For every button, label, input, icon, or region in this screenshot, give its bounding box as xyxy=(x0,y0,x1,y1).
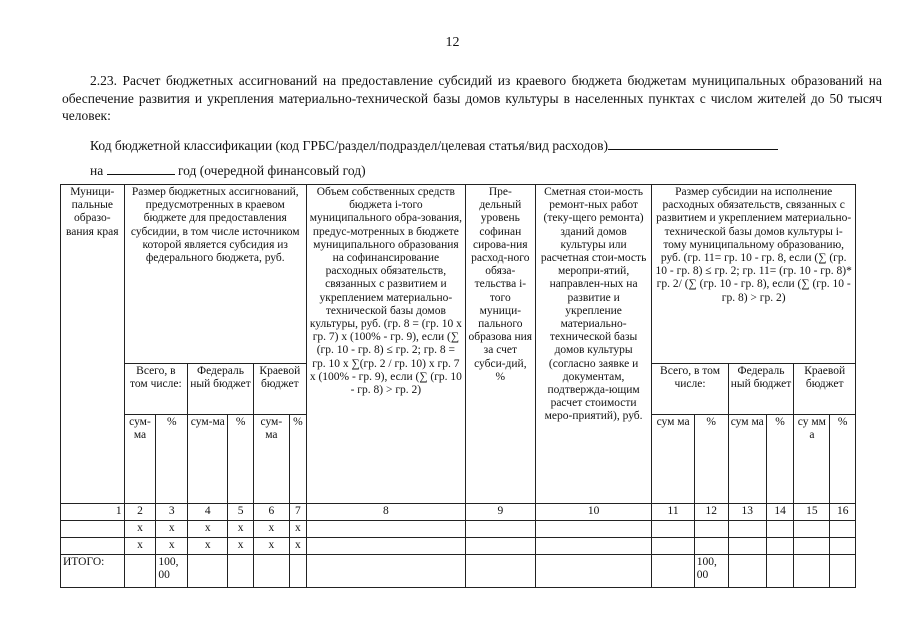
kbk-blank-field[interactable] xyxy=(608,137,778,150)
column-number: 15 xyxy=(794,504,830,521)
data-cell[interactable] xyxy=(306,555,465,588)
data-cell[interactable] xyxy=(465,538,535,555)
year-line xyxy=(90,162,366,179)
header-federal: Федераль ный бюджет xyxy=(188,364,254,415)
column-number: 11 xyxy=(652,504,694,521)
header-regional: Краевой бюджет xyxy=(253,364,306,415)
data-cell[interactable] xyxy=(535,538,652,555)
subheader-pct: % xyxy=(156,415,188,504)
data-cell[interactable] xyxy=(465,521,535,538)
x-mark: х xyxy=(228,538,253,555)
column-number: 10 xyxy=(535,504,652,521)
header-subsidy-size: Размер субсидии на исполнение расходных обязательств, связанных с развитием и укреплением материально-технической базы домов культуры i-тому муниципальному образованию, руб. (гр. 11= гр. 10 - гр. 8, если (∑ (гр. 10 - гр. 8) ≤ гр. 2; гр. 11= (гр. 10 - гр. 8)* гр. 2/ (∑ (гр. 10 - гр. 8), если (∑ (гр. 10 - гр. 8) > гр. 2) xyxy=(652,185,856,364)
data-cell[interactable] xyxy=(306,538,465,555)
header-total-incl: Всего, в том числе: xyxy=(124,364,188,415)
header-estimated-cost: Сметная стои-мость ремонт-ных работ (теку-щего ремонта) зданий домов культуры или расчетная стои-мость меропри-ятий, направлен-ных на развитие и укрепление материально-технической базы домов культуры (согласно заявке и документам, подтвержда-ющим расчет стоимости меро-приятий), руб. xyxy=(535,185,652,504)
data-cell[interactable] xyxy=(535,521,652,538)
subheader-sum: сум-ма xyxy=(188,415,228,504)
total-pct-col3: 100, 00 xyxy=(156,555,188,588)
x-mark: х xyxy=(289,538,306,555)
x-mark: х xyxy=(253,538,289,555)
data-cell[interactable] xyxy=(728,555,766,588)
subheader-sum: сум-ма xyxy=(253,415,289,504)
data-cell[interactable] xyxy=(535,555,652,588)
data-cell[interactable] xyxy=(652,538,694,555)
subheader-pct: % xyxy=(694,415,728,504)
column-number: 13 xyxy=(728,504,766,521)
data-cell[interactable] xyxy=(652,521,694,538)
subheader-sum: су мм а xyxy=(794,415,830,504)
kbk-line xyxy=(90,137,778,154)
column-number: 3 xyxy=(156,504,188,521)
data-cell[interactable] xyxy=(694,521,728,538)
column-number: 16 xyxy=(830,504,856,521)
data-cell[interactable] xyxy=(61,538,125,555)
table-row xyxy=(61,538,856,555)
subheader-pct: % xyxy=(228,415,253,504)
year-suffix: год (очередной финансовый год) xyxy=(177,163,366,178)
column-number: 6 xyxy=(253,504,289,521)
kbk-label: Код бюджетной классификации (код ГРБС/раздел/подраздел/целевая статья/вид расходов) xyxy=(90,138,608,153)
data-cell[interactable] xyxy=(188,555,228,588)
subheader-sum: сум ма xyxy=(728,415,766,504)
x-mark: х xyxy=(253,521,289,538)
data-cell[interactable] xyxy=(652,555,694,588)
x-mark: х xyxy=(188,538,228,555)
total-pct-col12: 100, 00 xyxy=(694,555,728,588)
data-cell[interactable] xyxy=(794,555,830,588)
subheader-sum: сум ма xyxy=(652,415,694,504)
header-regional-2: Краевой бюджет xyxy=(794,364,856,415)
x-mark: х xyxy=(188,521,228,538)
header-own-funds: Объем собственных средств бюджета i-того муниципального обра-зования, предус-мотренных в бюджете муниципального образования на софинансирование расходных обязательств, связанных с развитием и укреплением материально-технической базы домов культуры, руб. (гр. 8 = (гр. 10 х гр. 7) х (100% - гр. 9), если (∑ (гр. 10 - гр. 8) ≤ гр. 2; гр. 8 = гр. 10 х ∑(гр. 2 / гр. 10) х гр. 7 х (100% - гр. 9), если (∑ (гр. 10 - гр. 8) > гр. 2) xyxy=(306,185,465,504)
x-mark: х xyxy=(156,538,188,555)
column-number: 12 xyxy=(694,504,728,521)
header-cofinancing-level: Пре-дельный уровень софинан сирова-ния расход-ного обяза-тельства i-того муници-пального образова ния за счет субси-дий, % xyxy=(465,185,535,504)
table-row xyxy=(61,521,856,538)
column-number: 2 xyxy=(124,504,156,521)
subheader-pct: % xyxy=(766,415,794,504)
header-total-incl-2: Всего, в том числе: xyxy=(652,364,728,415)
subheader-pct: % xyxy=(289,415,306,504)
total-row xyxy=(61,555,856,588)
data-cell[interactable] xyxy=(830,521,856,538)
data-cell[interactable] xyxy=(766,538,794,555)
total-label: ИТОГО: xyxy=(61,555,125,588)
data-cell[interactable] xyxy=(289,555,306,588)
x-mark: х xyxy=(124,521,156,538)
header-federal-2: Федераль ный бюджет xyxy=(728,364,794,415)
column-number: 4 xyxy=(188,504,228,521)
header-municipalities: Муници-пальные образо-вания края xyxy=(61,185,125,504)
data-cell[interactable] xyxy=(766,555,794,588)
data-cell[interactable] xyxy=(306,521,465,538)
column-number: 5 xyxy=(228,504,253,521)
data-cell[interactable] xyxy=(794,521,830,538)
data-cell[interactable] xyxy=(124,555,156,588)
subheader-sum: сум-ма xyxy=(124,415,156,504)
data-cell[interactable] xyxy=(830,555,856,588)
header-budget-allocations: Размер бюджетных ассигнований, предусмотренных в краевом бюджете для предоставления субсидии, в том числе источником которой является субсидия из федерального бюджета, руб. xyxy=(124,185,306,364)
data-cell[interactable] xyxy=(61,521,125,538)
column-number: 14 xyxy=(766,504,794,521)
column-number: 8 xyxy=(306,504,465,521)
section-paragraph: 2.23. Расчет бюджетных ассигнований на предоставление субсидий из краевого бюджета бюджетам муниципальных образований на обеспечение развития и укрепления материально-технической базы домов культуры в населенных пунктах с числом жителей до 50 тысяч человек: xyxy=(62,73,882,123)
data-cell[interactable] xyxy=(465,555,535,588)
data-cell[interactable] xyxy=(794,538,830,555)
page-number: 12 xyxy=(445,35,460,50)
column-number: 7 xyxy=(289,504,306,521)
x-mark: х xyxy=(156,521,188,538)
allocation-table xyxy=(60,184,856,588)
subheader-pct: % xyxy=(830,415,856,504)
x-mark: х xyxy=(124,538,156,555)
column-number: 1 xyxy=(61,504,125,521)
data-cell[interactable] xyxy=(728,538,766,555)
data-cell[interactable] xyxy=(253,555,289,588)
year-prefix: на xyxy=(90,163,104,178)
data-cell[interactable] xyxy=(228,555,253,588)
x-mark: х xyxy=(289,521,306,538)
data-cell[interactable] xyxy=(766,521,794,538)
column-number: 9 xyxy=(465,504,535,521)
data-cell[interactable] xyxy=(728,521,766,538)
data-cell[interactable] xyxy=(694,538,728,555)
data-cell[interactable] xyxy=(830,538,856,555)
year-blank-field[interactable] xyxy=(107,162,175,175)
x-mark: х xyxy=(228,521,253,538)
